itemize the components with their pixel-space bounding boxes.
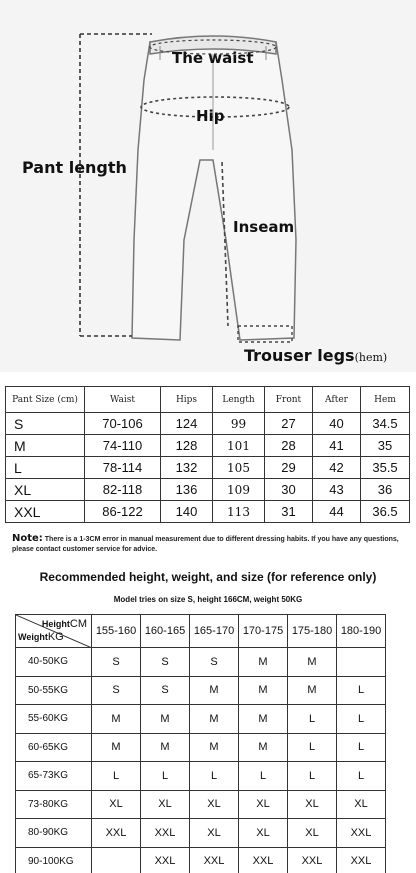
size-table — [5, 386, 410, 523]
weight-range-cell: 65-73KG — [16, 762, 92, 791]
recommended-size-cell: XL — [92, 790, 141, 819]
corner-header-cell — [16, 615, 92, 648]
inseam-label: Inseam — [233, 218, 295, 236]
front-cell: 29 — [265, 457, 313, 479]
recommended-size-cell: S — [190, 648, 239, 677]
recommended-size-cell: L — [337, 733, 386, 762]
weight-range-cell: 40-50KG — [16, 648, 92, 677]
hem-cell: 36 — [361, 479, 410, 501]
table-row — [16, 676, 386, 705]
weight-range-cell: 60-65KG — [16, 733, 92, 762]
table-row — [16, 847, 386, 873]
recommended-size-cell: L — [288, 762, 337, 791]
recommended-size-cell: XXL — [337, 847, 386, 873]
hem-label: (hem) — [354, 351, 388, 364]
size-table-header — [6, 387, 410, 413]
table-row — [6, 479, 410, 501]
recommended-size-cell: M — [239, 648, 288, 677]
recommendation-title: Recommended height, weight, and size (for reference only) — [39, 570, 377, 584]
header-pant-size: Pant Size (cm) — [6, 387, 85, 413]
recommended-size-cell: XL — [288, 790, 337, 819]
height-range-header: 155-160 — [92, 615, 141, 648]
height-range-header: 160-165 — [141, 615, 190, 648]
recommended-size-cell: L — [239, 762, 288, 791]
weight-range-cell: 50-55KG — [16, 676, 92, 705]
recommended-size-cell: L — [337, 676, 386, 705]
size-cell: XL — [6, 479, 85, 501]
recommended-size-cell: M — [288, 676, 337, 705]
table-row — [16, 790, 386, 819]
weight-range-cell: 73-80KG — [16, 790, 92, 819]
recommended-size-cell: S — [141, 648, 190, 677]
recommended-size-cell: XL — [239, 790, 288, 819]
table-row — [16, 762, 386, 791]
after-cell: 43 — [313, 479, 361, 501]
height-range-header: 165-170 — [190, 615, 239, 648]
hem-cell: 34.5 — [361, 413, 410, 435]
waist-cell: 74-110 — [85, 435, 161, 457]
recommended-size-cell: L — [190, 762, 239, 791]
header-hem: Hem — [361, 387, 410, 413]
recommended-size-cell: XL — [239, 819, 288, 848]
size-cell: L — [6, 457, 85, 479]
after-cell: 44 — [313, 501, 361, 523]
recommended-size-cell: XXL — [141, 847, 190, 873]
front-cell: 30 — [265, 479, 313, 501]
recommended-size-cell: XXL — [92, 819, 141, 848]
height-range-header: 170-175 — [239, 615, 288, 648]
waist-cell: 78-114 — [85, 457, 161, 479]
note-label: Note: — [12, 533, 43, 544]
table-row — [16, 705, 386, 734]
table-row — [16, 819, 386, 848]
hips-cell: 136 — [161, 479, 213, 501]
recommendation-body — [16, 648, 386, 873]
weight-label: Weight — [18, 632, 48, 642]
table-row — [16, 733, 386, 762]
recommended-size-cell: M — [190, 733, 239, 762]
recommended-size-cell: M — [141, 705, 190, 734]
recommended-size-cell: XL — [141, 790, 190, 819]
hips-cell: 124 — [161, 413, 213, 435]
waist-label: The waist — [172, 49, 254, 67]
hem-cell: 35.5 — [361, 457, 410, 479]
header-after: After — [313, 387, 361, 413]
size-cell: S — [6, 413, 85, 435]
length-cell: 101 — [213, 435, 265, 457]
hem-cell: 36.5 — [361, 501, 410, 523]
after-cell: 41 — [313, 435, 361, 457]
header-front: Front — [265, 387, 313, 413]
recommended-size-cell: XXL — [239, 847, 288, 873]
trouser-legs-text: Trouser legs — [244, 346, 355, 365]
weight-range-cell: 55-60KG — [16, 705, 92, 734]
recommended-size-cell: M — [92, 705, 141, 734]
recommended-size-cell: M — [92, 733, 141, 762]
hips-cell: 132 — [161, 457, 213, 479]
hips-cell: 140 — [161, 501, 213, 523]
weight-unit: KG — [47, 631, 64, 643]
recommended-size-cell: L — [288, 705, 337, 734]
recommended-size-cell: M — [141, 733, 190, 762]
recommended-size-cell: XL — [190, 819, 239, 848]
size-cell: M — [6, 435, 85, 457]
length-cell: 99 — [213, 413, 265, 435]
table-row — [6, 501, 410, 523]
recommended-size-cell: L — [337, 705, 386, 734]
recommendation-table — [15, 614, 386, 873]
front-cell: 28 — [265, 435, 313, 457]
recommended-size-cell: M — [190, 705, 239, 734]
weight-axis-label — [18, 631, 64, 643]
recommended-size-cell: M — [288, 648, 337, 677]
front-cell: 31 — [265, 501, 313, 523]
table-row — [6, 457, 410, 479]
header-waist: Waist — [85, 387, 161, 413]
recommended-size-cell — [337, 648, 386, 677]
weight-range-cell: 80-90KG — [16, 819, 92, 848]
measurement-note — [12, 534, 410, 555]
trouser-legs-label — [244, 346, 387, 365]
recommended-size-cell: XL — [337, 790, 386, 819]
recommended-size-cell: M — [239, 705, 288, 734]
note-text: There is a 1-3CM error in manual measurement due to different dressing habits. If you have any questions, please contact customer service for advice. — [12, 536, 399, 553]
recommended-size-cell: L — [141, 762, 190, 791]
recommended-size-cell: XXL — [337, 819, 386, 848]
after-cell: 42 — [313, 457, 361, 479]
recommended-size-cell: L — [337, 762, 386, 791]
header-hips: Hips — [161, 387, 213, 413]
recommended-size-cell: S — [92, 676, 141, 705]
recommended-size-cell: S — [92, 648, 141, 677]
recommended-size-cell: L — [288, 733, 337, 762]
height-range-header: 175-180 — [288, 615, 337, 648]
header-length: Length — [213, 387, 265, 413]
height-range-header: 180-190 — [337, 615, 386, 648]
height-axis-label — [42, 618, 87, 630]
table-row — [16, 648, 386, 677]
recommended-size-cell: M — [239, 676, 288, 705]
recommended-size-cell: M — [190, 676, 239, 705]
hem-cell: 35 — [361, 435, 410, 457]
table-row — [6, 435, 410, 457]
pant-length-label: Pant length — [22, 158, 127, 177]
length-cell: 105 — [213, 457, 265, 479]
recommended-size-cell: S — [141, 676, 190, 705]
length-cell: 113 — [213, 501, 265, 523]
height-label: Height — [41, 619, 70, 629]
recommended-size-cell: XXL — [190, 847, 239, 873]
after-cell: 40 — [313, 413, 361, 435]
hip-label: Hip — [196, 107, 225, 125]
waist-cell: 82-118 — [85, 479, 161, 501]
waist-cell: 70-106 — [85, 413, 161, 435]
recommended-size-cell: XXL — [288, 847, 337, 873]
recommendation-header — [16, 615, 386, 648]
recommended-size-cell: XL — [190, 790, 239, 819]
length-cell: 109 — [213, 479, 265, 501]
recommended-size-cell: XXL — [141, 819, 190, 848]
recommended-size-cell: XL — [288, 819, 337, 848]
recommended-size-cell: M — [239, 733, 288, 762]
hips-cell: 128 — [161, 435, 213, 457]
recommendation-subtitle: Model tries on size S, height 166CM, weight 50KG — [113, 595, 303, 604]
table-row — [6, 413, 410, 435]
waist-cell: 86-122 — [85, 501, 161, 523]
pants-diagram — [0, 0, 416, 372]
weight-range-cell: 90-100KG — [16, 847, 92, 873]
recommended-size-cell: L — [92, 762, 141, 791]
height-unit: CM — [69, 618, 87, 630]
recommended-size-cell — [92, 847, 141, 873]
front-cell: 27 — [265, 413, 313, 435]
size-cell: XXL — [6, 501, 85, 523]
